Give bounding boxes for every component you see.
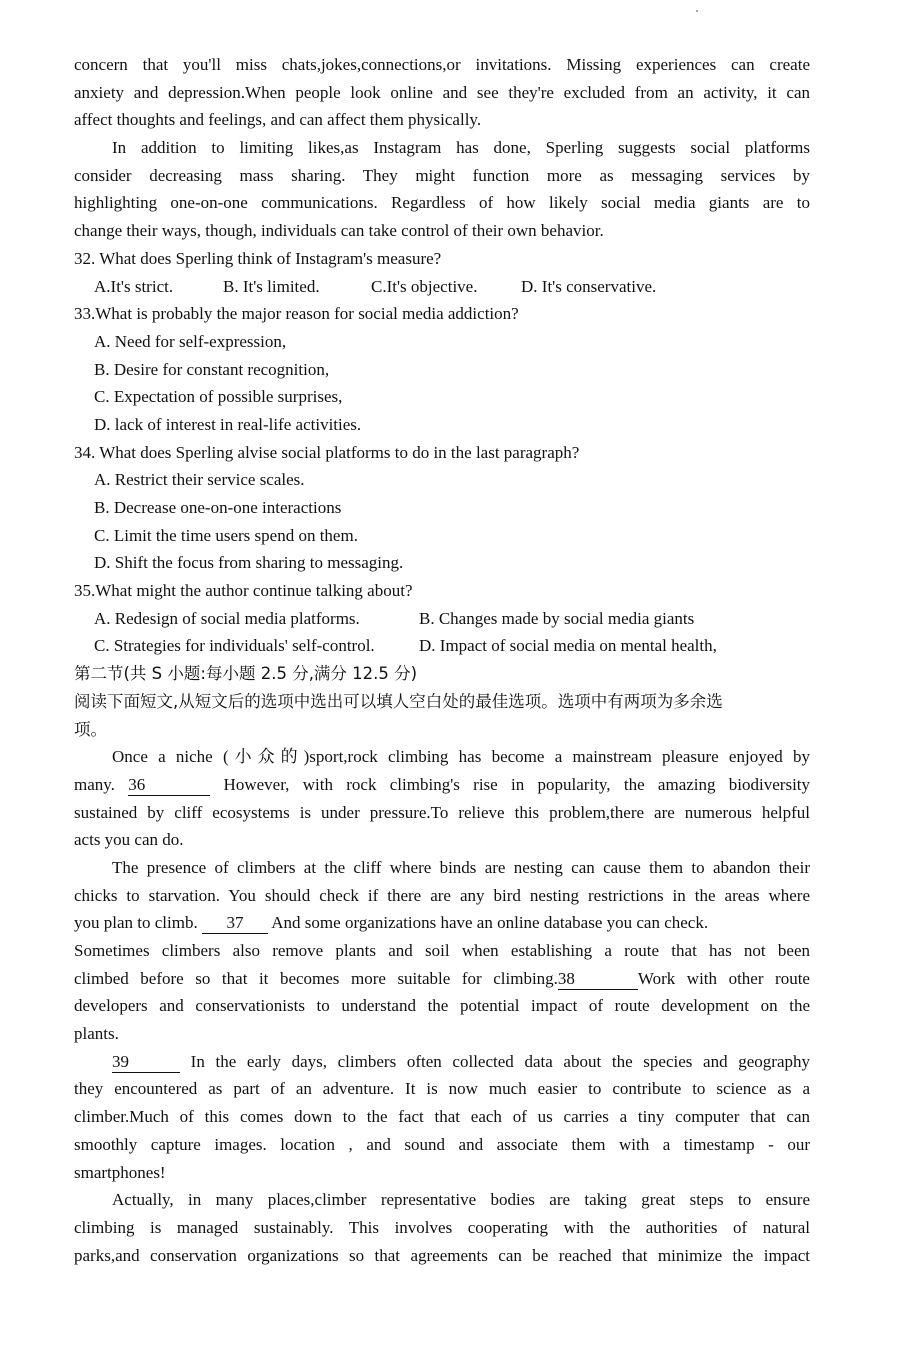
passage-text: you plan to climb. [74,913,198,933]
blank-38: 38 [558,969,638,990]
passage-text: climbed before so that it becomes more suitable for climbing. [74,968,558,988]
passage-text: In the early days, climbers often collected data about the species and geography [190,1051,810,1071]
option-b: B. Decrease one-on-one interactions [94,498,342,517]
passage-line: In addition to limiting likes,as Instagram has done, Sperling suggests social platforms [112,138,810,158]
passage-line: developers and conservationists to understand the potential impact of route development on the [74,996,810,1016]
passage-line: change their ways, though, individuals can take control of their own behavior. [74,221,604,241]
scan-speck [696,10,698,12]
passage-line: anxiety and depression.When people look online and see they're excluded from an activity, it can [74,82,810,102]
option-b: B. It's limited. [223,276,320,296]
question-33-stem: 33.What is probably the major reason for social media addiction? [74,304,519,324]
passage-line-with-blank [74,909,810,937]
passage-line: concern that you'll miss chats,jokes,connections,or invitations. Missing experiences can create [74,55,810,74]
passage-line: acts you can do. [74,830,184,850]
question-35-options-row1 [74,605,810,633]
question-32-stem: 32. What does Sperling think of Instagram's measure? [74,248,442,268]
option-d: D. Shift the focus from sharing to messaging. [94,553,404,573]
passage-line: Sometimes climbers also remove plants and soil when establishing a route that has not been [74,941,810,960]
question-32-options [74,273,810,301]
passage-line: The presence of climbers at the cliff where binds are nesting can cause them to abandon their [112,857,810,877]
passage-line: parks,and conservation organizations so that agreements can be reached that minimize the impact [74,1245,810,1265]
passage-text: However, with rock climbing's rise in popularity, the amazing biodiversity [223,774,810,794]
passage-line: consider decreasing mass sharing. They might function more as messaging services by [74,165,810,185]
passage-line: plants. [74,1024,119,1044]
passage-text: Work with other route [637,968,810,988]
passage-line: they encountered as part of an adventure. It is now much easier to contribute to science as a [74,1079,810,1099]
passage-line: smoothly capture images. location , and sound and associate them with a timestamp - our [74,1134,810,1154]
blank-36: 36 [128,775,210,796]
section-instruction: 项。 [74,719,107,739]
passage-text: And some organizations have an online database you can check. [271,913,709,933]
passage-text: many. [74,774,115,794]
option-a: A. Redesign of social media platforms. [94,608,360,628]
blank-37: 37 [202,913,268,934]
passage-line: climbing is managed sustainably. This involves cooperating with the authorities of natural [74,1217,810,1237]
section-heading: 第二节(共 S 小题:每小题 2.5 分,满分 12.5 分) [74,664,418,684]
passage-line: Once a niche (小众的)sport,rock climbing has become a mainstream pleasure enjoyed by [112,747,810,767]
option-a: A. Restrict their service scales. [94,470,305,490]
passage-line: smartphones! [74,1162,166,1182]
question-35-stem: 35.What might the author continue talking about? [74,581,413,601]
question-35-options-row2 [74,632,810,660]
passage-line-with-blank [74,1048,810,1076]
exam-page [74,51,810,1269]
question-34-stem: 34. What does Sperling alvise social platforms to do in the last paragraph? [74,442,580,462]
option-d: D. It's conservative. [521,276,657,296]
option-c: C. Strategies for individuals' self-control. [94,636,375,656]
passage-line-with-blank [74,771,810,799]
passage-line: climber.Much of this comes down to the fact that each of us carries a tiny computer that can [74,1107,810,1127]
passage-line: Actually, in many places,climber representative bodies are taking great steps to ensure [112,1190,810,1210]
blank-39: 39 [112,1052,180,1073]
passage-line: highlighting one-on-one communications. Regardless of how likely social media giants are to [74,193,810,213]
option-a: A. Need for self-expression, [94,331,287,351]
option-c: C. Limit the time users spend on them. [94,525,358,545]
option-b: B. Desire for constant recognition, [94,359,330,379]
option-a: A.It's strict. [94,276,174,296]
option-c: C. Expectation of possible surprises, [94,387,343,407]
passage-line: chicks to starvation. You should check if there are any bird nesting restrictions in the areas where [74,885,810,905]
passage-line-with-blank [74,965,810,993]
option-d: D. lack of interest in real-life activities. [94,414,362,434]
option-c: C.It's objective. [371,276,478,296]
section-instruction: 阅读下面短文,从短文后的选项中选出可以填人空白处的最佳选项。选项中有两项为多余选 [74,691,723,711]
option-b: B. Changes made by social media giants [419,608,695,628]
passage-line: affect thoughts and feelings, and can affect them physically. [74,110,482,130]
option-d: D. Impact of social media on mental health, [419,636,717,656]
passage-line: sustained by cliff ecosystems is under pressure.To relieve this problem,there are numerous helpful [74,802,810,822]
